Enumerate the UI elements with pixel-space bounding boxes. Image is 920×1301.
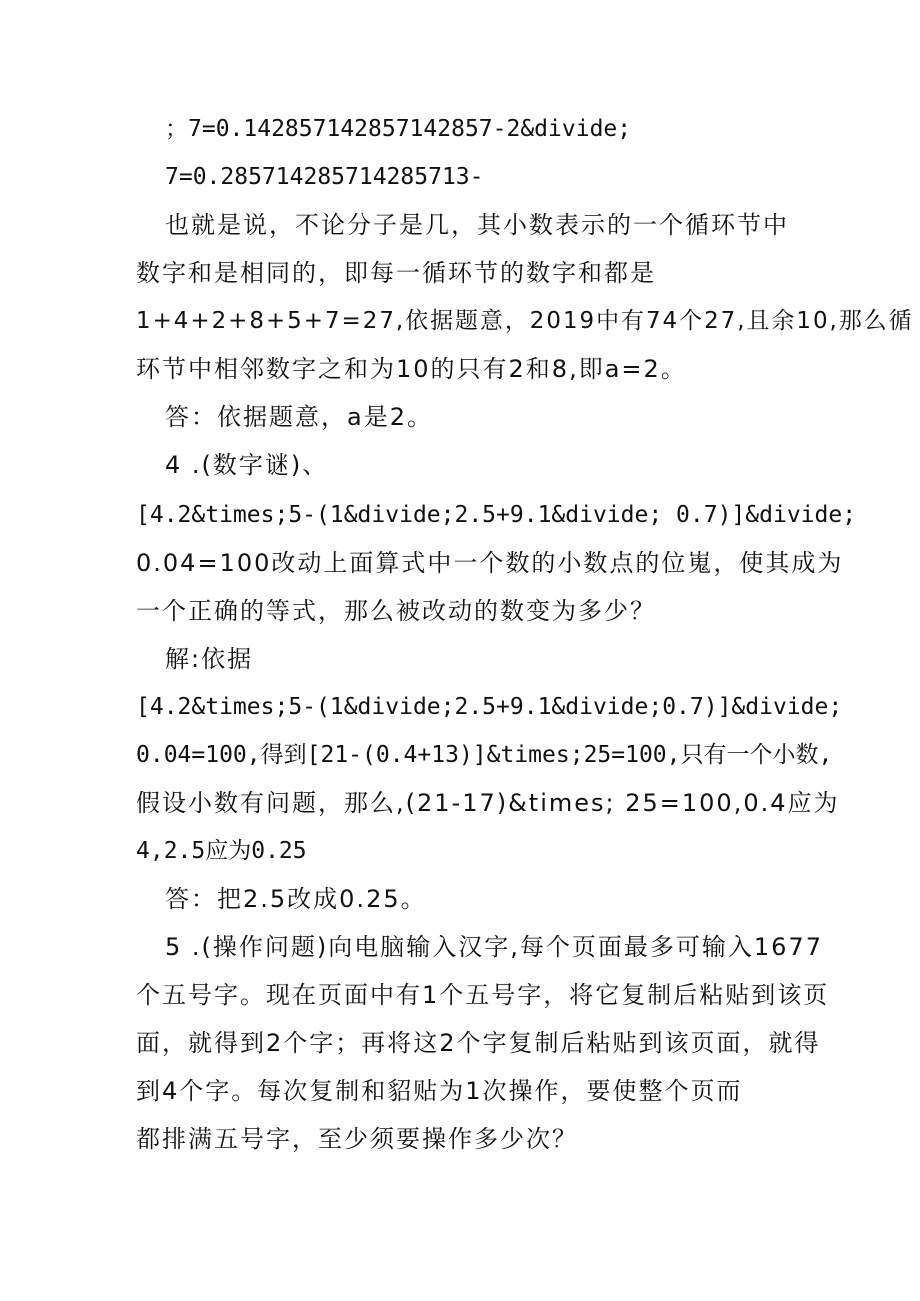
text-line-13: [4.2&times;5-(1&divide;2.5+9.1&divide;0.7)]&divide;	[136, 694, 843, 720]
text-line-18: 5 .(操作问题)向电脑输入汉字,每个页面最多可输入1677	[165, 933, 823, 961]
text-line-17: 答：把2.5改成0.25。	[165, 885, 427, 913]
text-line-9: [4.2&times;5-(1&divide;2.5+9.1&divide; 0.7)]&divide;	[136, 502, 857, 528]
text-line-15: 假设小数有问题，那么,(21-17)&times; 25=100,0.4应为	[136, 789, 840, 817]
text-line-5: 1+4+2+8+5+7=27,依据题意，2019中有74个27,且余10,那么循	[136, 308, 914, 334]
text-line-2: 7=0.285714285714285713-	[165, 164, 484, 190]
text-line-20: 面，就得到2个字；再将这2个字复制后粘贴到该页面，就得	[136, 1029, 821, 1057]
text-line-1: ；7=0.142857142857142857-2&divide;	[165, 116, 632, 142]
text-line-4: 数字和是相同的，即每一循环节的数字和都是	[136, 259, 656, 287]
text-line-21: 到4个字。每次复制和貂贴为1次操作，要使整个页而	[136, 1077, 743, 1105]
text-line-22: 都排满五号字，至少须要操作多少次？	[136, 1125, 578, 1153]
text-line-7: 答：依据题意，a是2。	[165, 403, 433, 431]
text-line-12: 解:依据	[165, 645, 254, 673]
text-line-6: 环节中相邻数字之和为10的只有2和8,即a=2。	[136, 355, 687, 383]
text-line-16: 4,2.5应为0.25	[136, 838, 307, 864]
text-line-8: 4 .(数字谜)、	[165, 451, 329, 479]
text-line-14: 0.04=100,得到[21-(0.4+13)]&times;25=100,只有一个小数,	[136, 742, 833, 768]
text-line-3: 也就是说，不论分子是几，其小数表示的一个循环节中	[165, 211, 789, 239]
text-line-10: 0.04=100改动上面算式中一个数的小数点的位嵬，使其成为	[136, 549, 844, 577]
text-line-11: 一个正确的等式，那么被改动的数变为多少？	[136, 597, 656, 625]
text-line-19: 个五号字。现在页面中有1个五号字，将它复制后粘贴到该页	[136, 981, 830, 1009]
